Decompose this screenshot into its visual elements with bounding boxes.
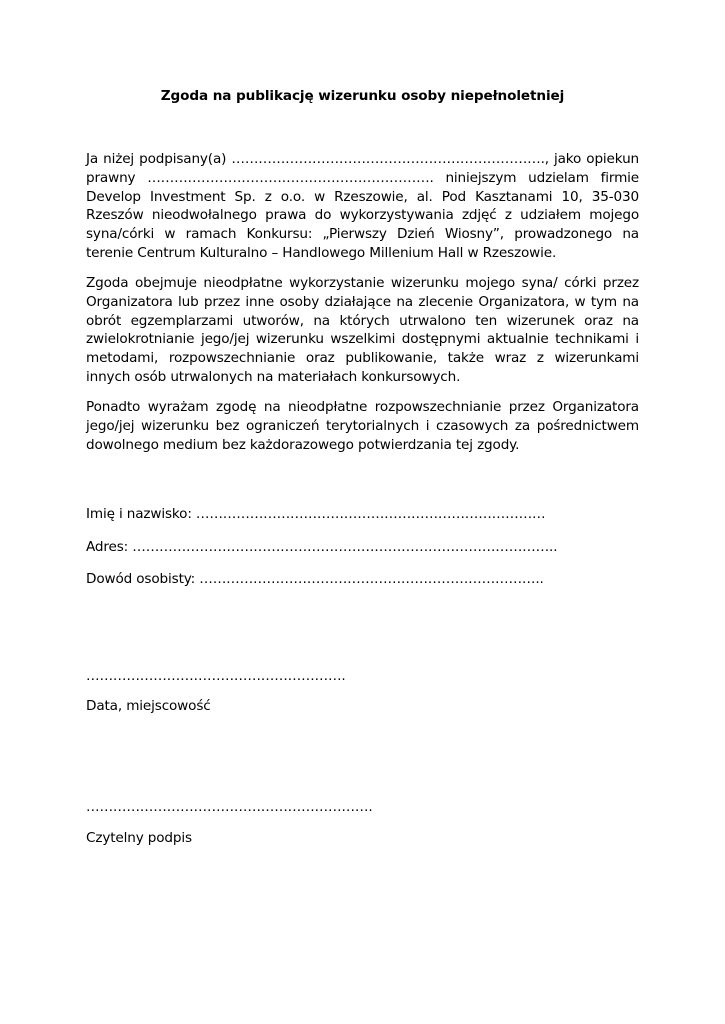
signature-label: Czytelny podpis [86, 830, 192, 846]
field-id-document: Dowód osobisty: ………………………………………………………………….. [86, 571, 544, 587]
paragraph-consent-scope [86, 274, 639, 387]
field-address: Adres: ………………………………………………………………………………….. [86, 539, 558, 555]
paragraph-text: Ja niżej podpisany(a) ……………………………………………………………., jako opiekun prawny ………………………………………………………. niniejszym udzielam firmie Develop Investment Sp. z o.o. w Rzeszowie, al. Pod Kasztanami 10, 35-030 Rzeszów nieodwołalnego prawa do wykorzystywania zdjęć z udziałem mojego syna/córki w ramach Konkursu: „Pierwszy Dzień Wiosny”, prowadzonego na terenie Centrum Kulturalno – Handlowego Millenium Hall w Rzeszowie. [86, 151, 639, 261]
document-title: Zgoda na publikację wizerunku osoby niepełnoletniej [160, 88, 565, 104]
paragraph-consent-grant [86, 150, 639, 263]
paragraph-consent-distribution [86, 398, 639, 454]
date-place-label: Data, miejscowość [86, 698, 211, 714]
paragraph-text: Ponadto wyrażam zgodę na nieodpłatne rozpowszechnianie przez Organizatora jego/jej wizerunku bez ograniczeń terytorialnych i czasowych za pośrednictwem dowolnego medium bez każdorazowego potwierdzania tej zgody. [86, 399, 639, 453]
field-name-and-surname: Imię i nazwisko: …………………………………………………………………… [86, 506, 546, 522]
signature-line: ………………………………………………………. [86, 799, 373, 815]
date-place-line: …………………………………………………. [86, 668, 346, 684]
paragraph-text: Zgoda obejmuje nieodpłatne wykorzystanie wizerunku mojego syna/ córki przez Organizatora lub przez inne osoby działające na zlecenie Organizatora, w tym na obrót egzemplarzami utworów, na których utrwalono ten wizerunek oraz na zwielokrotnianie jego/jej wizerunku wszelkimi dostępnymi aktualnie technikami i metodami, rozpowszechnianie oraz publikowanie, także wraz z wizerunkami innych osób utrwalonych na materiałach konkursowych. [86, 275, 639, 385]
